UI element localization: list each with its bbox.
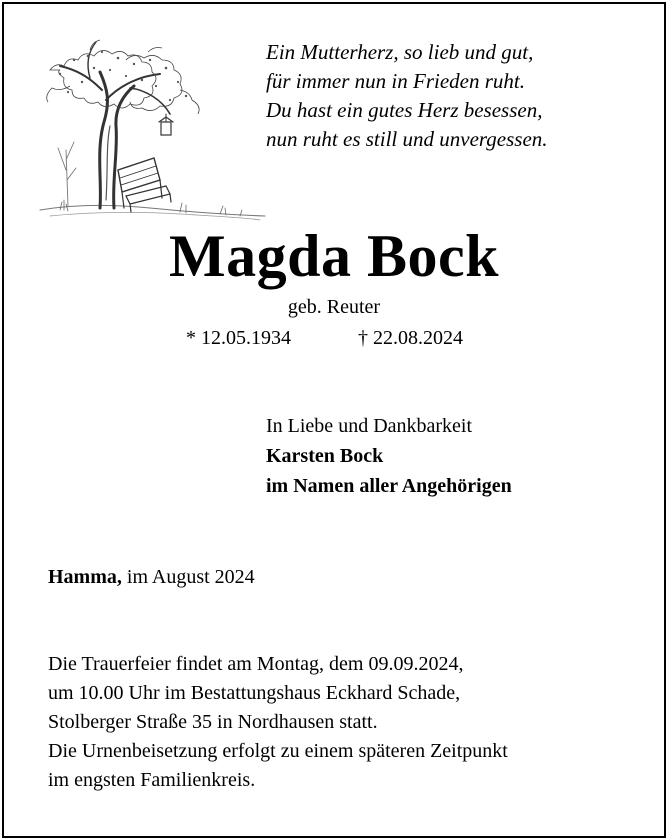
poem-line: für immer nun in Frieden ruht. [266, 69, 525, 93]
poem-line: nun ruht es still und unvergessen. [266, 127, 548, 151]
tree-with-bench-and-lantern-icon [30, 30, 270, 222]
memorial-poem [266, 38, 646, 154]
place-date: im August 2024 [126, 566, 255, 588]
service-line: im engsten Familienkreis. [48, 769, 256, 791]
death-date: † 22.08.2024 [358, 327, 463, 349]
service-line: Die Urnenbeisetzung erfolgt zu einem späteren Zeitpunkt [48, 740, 508, 762]
funeral-service-info [48, 650, 508, 795]
service-line: Stolberger Straße 35 in Nordhausen statt. [48, 711, 378, 733]
family-line: im Namen aller Angehörigen [266, 475, 512, 497]
signer-name: Karsten Bock [266, 445, 384, 467]
service-line: Die Trauerfeier findet am Montag, dem 09.09.2024, [48, 653, 464, 675]
poem-line: Du hast ein gutes Herz besessen, [266, 98, 543, 122]
deceased-name: Magda Bock [168, 223, 500, 289]
place-and-date [48, 562, 255, 592]
service-line: um 10.00 Uhr im Bestattungshaus Eckhard Schade, [48, 682, 461, 704]
closing-signature [266, 411, 512, 501]
poem-line: Ein Mutterherz, so lieb und gut, [266, 40, 534, 64]
maiden-name: geb. Reuter [287, 296, 381, 318]
closing-intro: In Liebe und Dankbarkeit [266, 415, 473, 437]
birth-date: * 12.05.1934 [186, 327, 291, 349]
place-town: Hamma, [48, 566, 122, 588]
